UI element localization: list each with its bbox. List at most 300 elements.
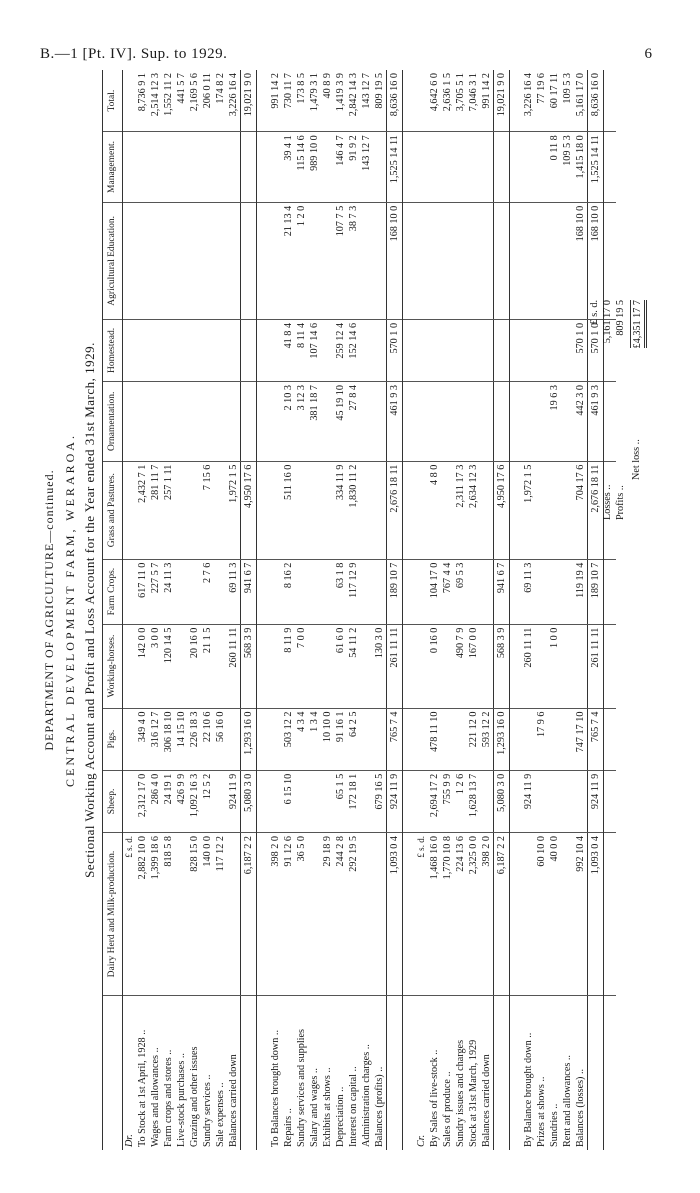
amount-cell [149,202,162,319]
row-label: Grazing and other issues [189,1046,200,1147]
row-label [257,996,270,1151]
amount-cell [403,708,416,770]
amount-cell [428,382,441,462]
amount-cell: 617 11 0 [136,559,149,624]
amount-cell [561,319,574,381]
losses-value: 5,161 17 0 [602,300,613,344]
amount-cell: 924 11 9 [522,770,535,832]
amount-cell: 261 11 11 [387,624,403,708]
amount-cell [321,624,334,708]
row-label: By Sales of live-stock .. [429,1049,440,1147]
amount-cell: 1,415 18 0 [574,132,588,203]
section-heading-row [415,70,428,1150]
amount-cell: 19 6 3 [548,382,561,462]
page-header [30,46,670,68]
amount-cell [454,132,467,203]
amount-cell: 992 10 4 [574,833,588,996]
amount-cell: 69 5 3 [454,559,467,624]
amount-cell [257,70,270,132]
amount-cell [162,202,175,319]
amount-cell [535,770,548,832]
amount-cell: 989 10 0 [308,132,321,203]
amount-cell: 12 5 2 [201,770,214,832]
amount-cell [403,461,416,559]
amount-cell [403,624,416,708]
amount-cell [574,770,588,832]
amount-cell [604,70,617,132]
amount-cell [535,461,548,559]
amount-cell [494,132,510,203]
amount-cell [123,319,137,381]
amount-cell: 189 10 7 [588,559,604,624]
amount-cell: 1,092 16 3 [188,770,201,832]
amount-cell [548,559,561,624]
column-header: Homestead. [103,319,123,381]
column-header: Farm Crops. [103,559,123,624]
amount-cell: 570 1 0 [387,319,403,381]
amount-cell: 593 12 2 [480,708,494,770]
amount-cell [403,70,416,132]
amount-cell: 765 7 4 [387,708,403,770]
amount-cell [454,708,467,770]
amount-cell: 924 11 9 [387,770,403,832]
amount-cell: 2,312 17 0 [136,770,149,832]
amount-cell: 3,705 5 1 [454,70,467,132]
row-label: Sundry services and supplies [296,1029,307,1147]
amount-cell: 8,736 9 1 [136,70,149,132]
amount-cell [428,319,441,381]
amount-cell: 2,311 17 3 [454,461,467,559]
amount-cell [373,708,387,770]
amount-cell [188,202,201,319]
amount-cell: 1,479 3 1 [308,70,321,132]
amount-cell: 442 3 0 [574,382,588,462]
amount-cell [510,70,523,132]
amount-cell [136,202,149,319]
column-header: Ornamentation. [103,382,123,462]
summary-unit: £ s. d. [589,300,600,325]
amount-cell: 1,770 10 8 [441,833,454,996]
amount-cell [373,559,387,624]
amount-cell [308,833,321,996]
amount-cell [149,319,162,381]
amount-cell [522,833,535,996]
amount-cell [269,708,282,770]
amount-cell [522,382,535,462]
amount-cell [480,559,494,624]
amount-cell: 21 1 5 [201,624,214,708]
amount-cell: 828 15 0 [188,833,201,996]
amount-cell [415,559,428,624]
amount-cell: 767 4 4 [441,559,454,624]
amount-cell [188,132,201,203]
row-label: Administration charges .. [361,1044,372,1147]
amount-cell [373,319,387,381]
amount-cell: 1,399 18 6 [149,833,162,996]
amount-cell: 140 0 0 [201,833,214,996]
amount-cell: 244 2 8 [334,833,347,996]
amount-cell [403,132,416,203]
row-label: Balances carried down [481,1054,492,1147]
account-body [123,70,617,1150]
amount-cell [454,202,467,319]
amount-cell [162,382,175,462]
amount-cell [561,382,574,462]
amount-cell: 20 16 0 [188,624,201,708]
amount-cell [548,770,561,832]
amount-cell [561,559,574,624]
amount-cell: 316 12 7 [149,708,162,770]
amount-cell [480,770,494,832]
amount-cell: 14 15 10 [175,708,188,770]
amount-cell: 286 4 0 [149,770,162,832]
amount-cell [269,132,282,203]
row-label: By Balance brought down .. [523,1032,534,1147]
row-label: Farm crops and stores .. [163,1049,174,1147]
amount-cell [214,319,227,381]
spacer-row [510,70,523,1150]
amount-cell: 2,169 5 6 [188,70,201,132]
amount-cell [510,382,523,462]
amount-cell: 24 19 1 [162,770,175,832]
amount-cell [241,202,257,319]
amount-cell [415,382,428,462]
amount-cell: 0 16 0 [428,624,441,708]
row-label: To Stock at 1st April, 1928 .. [137,1029,148,1147]
table-row [162,70,175,1150]
table-row [347,70,360,1150]
amount-cell [295,559,308,624]
amount-cell [123,132,137,203]
amount-cell [360,770,373,832]
amount-cell: 29 18 9 [321,833,334,996]
amount-cell [510,319,523,381]
amount-cell [227,382,241,462]
amount-cell [269,461,282,559]
amount-cell [123,708,137,770]
amount-cell [214,202,227,319]
row-label: To Balances brought down .. [270,1030,281,1147]
amount-cell [360,461,373,559]
amount-cell: 41 8 4 [282,319,295,381]
section-heading: Cr. [416,1134,427,1147]
amount-cell [441,132,454,203]
column-header-row [103,70,123,1150]
amount-cell [415,70,428,132]
amount-cell: 3,226 16 4 [522,70,535,132]
table-row [360,70,373,1150]
amount-cell: 924 11 9 [588,770,604,832]
amount-cell: 227 5 7 [149,559,162,624]
amount-cell: 2,882 10 0 [136,833,149,996]
table-row [334,70,347,1150]
amount-cell: 2,432 7 1 [136,461,149,559]
amount-cell: 19,021 9 0 [241,70,257,132]
amount-cell [604,833,617,996]
table-row [175,70,188,1150]
title-block [40,70,98,1150]
amount-cell: 511 16 0 [282,461,295,559]
table-row [282,70,295,1150]
amount-cell [227,319,241,381]
amount-cell: 755 9 9 [441,770,454,832]
amount-cell: 6,187 2 2 [241,833,257,996]
amount-cell [548,461,561,559]
row-label [604,996,617,1151]
amount-cell [175,382,188,462]
total-row [241,70,257,1150]
amount-cell: 17 9 6 [535,708,548,770]
table-row [428,70,441,1150]
amount-cell: 6,187 2 2 [494,833,510,996]
amount-cell: 2,634 12 3 [467,461,480,559]
amount-cell: 306 18 10 [162,708,175,770]
amount-cell: 19,021 9 0 [494,70,510,132]
amount-cell: 69 11 3 [227,559,241,624]
amount-cell: 1,830 11 2 [347,461,360,559]
amount-cell [201,319,214,381]
amount-cell [441,319,454,381]
amount-cell: 1,628 13 7 [467,770,480,832]
amount-cell [428,202,441,319]
amount-cell [441,202,454,319]
amount-cell: 60 17 11 [548,70,561,132]
page-number: 6 [644,46,652,62]
amount-cell [441,461,454,559]
amount-cell: 349 4 0 [136,708,149,770]
amount-cell [360,202,373,319]
amount-cell: 924 11 9 [227,770,241,832]
amount-cell: 2,325 0 0 [467,833,480,996]
amount-cell [467,382,480,462]
table-row [214,70,227,1150]
amount-cell: 4,950 17 6 [241,461,257,559]
amount-cell [494,382,510,462]
amount-cell: 22 10 6 [201,708,214,770]
amount-cell [494,202,510,319]
amount-cell: 21 13 4 [282,202,295,319]
row-label: Sundries .. [549,1103,560,1147]
amount-cell [522,132,535,203]
amount-cell: 730 11 7 [282,70,295,132]
amount-cell [321,559,334,624]
amount-cell: 260 11 11 [227,624,241,708]
amount-cell [175,202,188,319]
amount-cell: 1,419 3 9 [334,70,347,132]
amount-cell [214,132,227,203]
amount-cell [604,770,617,832]
table-row [454,70,467,1150]
amount-cell: 704 17 6 [574,461,588,559]
amount-cell [454,319,467,381]
amount-cell: 765 7 4 [588,708,604,770]
amount-cell: 570 1 0 [588,319,604,381]
amount-cell: 109 5 3 [561,132,574,203]
amount-cell [241,319,257,381]
column-header: Pigs. [103,708,123,770]
amount-cell [535,624,548,708]
amount-cell [123,461,137,559]
amount-cell: 281 11 7 [149,461,162,559]
amount-cell: 568 3 9 [494,624,510,708]
amount-cell [454,382,467,462]
amount-cell [241,382,257,462]
amount-cell: 5,080 3 0 [241,770,257,832]
amount-cell: 224 13 6 [454,833,467,996]
amount-cell: 168 10 0 [574,202,588,319]
amount-cell [257,132,270,203]
spacer-row [257,70,270,1150]
row-label [588,996,604,1151]
row-label [241,996,257,1151]
amount-cell [535,132,548,203]
amount-cell [561,624,574,708]
table-row [269,70,282,1150]
account-table [102,70,616,1150]
amount-cell: 117 12 9 [347,559,360,624]
amount-cell [467,132,480,203]
amount-cell: 65 1 5 [334,770,347,832]
amount-cell [561,708,574,770]
amount-cell: 747 17 10 [574,708,588,770]
amount-cell [149,382,162,462]
amount-cell: 7 15 6 [201,461,214,559]
amount-cell [188,382,201,462]
column-header: Agricultural Education. [103,202,123,319]
amount-cell: 260 11 11 [522,624,535,708]
amount-cell: 1 2 0 [295,202,308,319]
row-label: Sale expenses .. [215,1082,226,1147]
amount-cell [162,132,175,203]
table-row [535,70,548,1150]
row-label: Repairs .. [283,1108,294,1147]
amount-cell [480,132,494,203]
amount-cell [403,382,416,462]
amount-cell: 1,093 0 4 [387,833,403,996]
section-heading: Dr. [124,1134,135,1147]
table-row [441,70,454,1150]
amount-cell [123,770,137,832]
amount-cell: 40 8 9 [321,70,334,132]
amount-cell [257,833,270,996]
amount-cell [123,70,137,132]
amount-cell [360,624,373,708]
amount-cell [214,559,227,624]
amount-cell [373,833,387,996]
amount-cell: 4 8 0 [428,461,441,559]
amount-cell: 107 14 6 [308,319,321,381]
column-header: Working-horses. [103,624,123,708]
amount-cell [467,202,480,319]
amount-cell: 4,950 17 6 [494,461,510,559]
amount-cell [535,559,548,624]
amount-cell: 259 12 4 [334,319,347,381]
amount-cell: 109 5 3 [561,70,574,132]
amount-cell [510,132,523,203]
amount-cell [574,624,588,708]
amount-cell [561,202,574,319]
amount-cell [201,382,214,462]
amount-cell [214,770,227,832]
amount-cell [201,202,214,319]
row-label: Sundry services .. [202,1074,213,1147]
amount-cell [227,202,241,319]
amount-cell: 5,080 3 0 [494,770,510,832]
amount-cell: 91 12 6 [282,833,295,996]
amount-cell [136,132,149,203]
amount-cell: 63 1 8 [334,559,347,624]
amount-cell: 2,676 18 11 [387,461,403,559]
amount-cell: 2,842 14 3 [347,70,360,132]
amount-cell: 8 11 4 [295,319,308,381]
amount-cell [175,132,188,203]
amount-cell [269,559,282,624]
amount-cell: 4,642 6 0 [428,70,441,132]
department-title: DEPARTMENT OF AGRICULTURE—continued. [42,469,56,751]
amount-cell [510,833,523,996]
amount-cell: 568 3 9 [241,624,257,708]
amount-cell: 261 11 11 [588,624,604,708]
amount-cell [494,319,510,381]
amount-cell [308,559,321,624]
table-row [561,70,574,1150]
amount-cell: 398 2 0 [269,833,282,996]
amount-cell [403,202,416,319]
amount-cell: 206 0 11 [201,70,214,132]
amount-cell: 143 12 7 [360,70,373,132]
amount-cell [360,559,373,624]
losses-label: Losses .. [602,484,613,520]
amount-cell: 991 14 2 [269,70,282,132]
amount-cell: 3 12 3 [295,382,308,462]
amount-cell [480,319,494,381]
amount-cell [604,132,617,203]
amount-cell: 503 12 2 [282,708,295,770]
amount-cell: 104 17 0 [428,559,441,624]
amount-cell: 0 11 8 [548,132,561,203]
row-label [387,996,403,1151]
amount-cell [188,461,201,559]
amount-cell [373,132,387,203]
amount-cell [269,624,282,708]
amount-cell [535,382,548,462]
amount-cell: 1,468 16 0 [428,833,441,996]
amount-cell: 221 12 0 [467,708,480,770]
amount-cell [175,319,188,381]
amount-cell: 257 1 11 [162,461,175,559]
amount-cell [162,319,175,381]
amount-cell [269,770,282,832]
amount-cell: 941 6 7 [494,559,510,624]
amount-cell: 107 7 5 [334,202,347,319]
table-row [548,70,561,1150]
amount-cell: 119 19 4 [574,559,588,624]
amount-cell: 8 11 9 [282,624,295,708]
amount-cell [561,770,574,832]
amount-cell [149,132,162,203]
table-row [574,70,588,1150]
amount-cell: 2 7 6 [201,559,214,624]
table-row [227,70,241,1150]
column-header [103,996,123,1151]
amount-cell [123,202,137,319]
amount-cell: 1,093 0 4 [588,833,604,996]
amount-cell: 4 3 4 [295,708,308,770]
amount-cell: 381 18 7 [308,382,321,462]
amount-cell [175,833,188,996]
amount-cell [467,559,480,624]
amount-cell [188,559,201,624]
